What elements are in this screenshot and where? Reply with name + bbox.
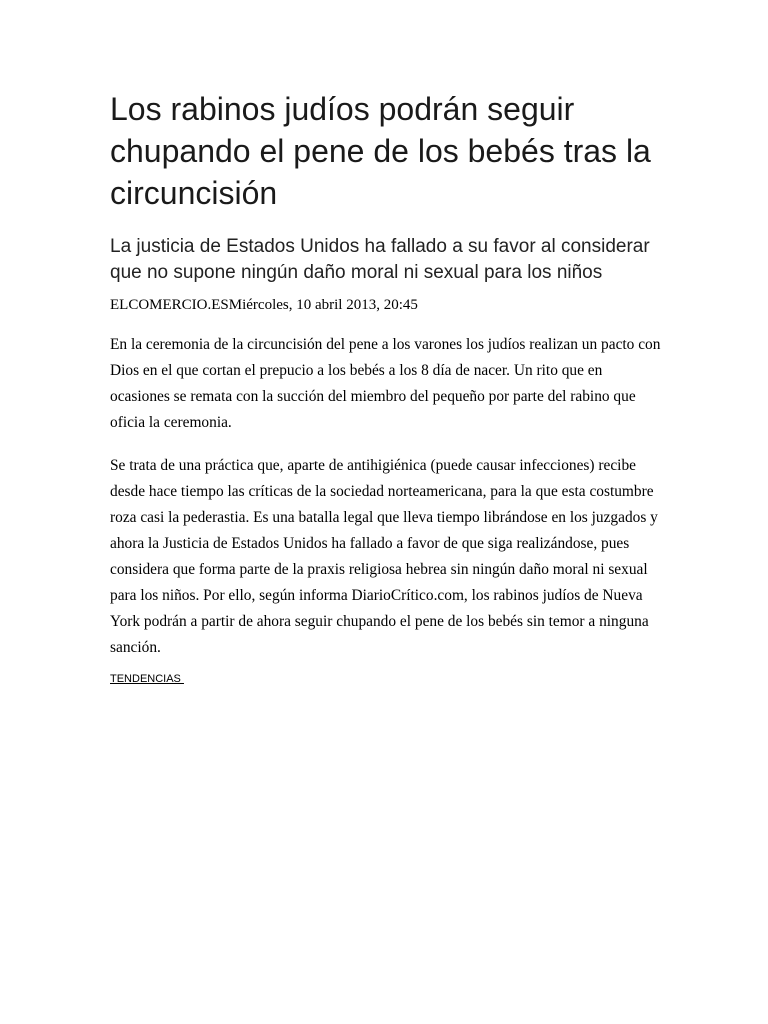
article [110,88,662,687]
article-byline: ELCOMERCIO.ESMiércoles, 10 abril 2013, 20:45 [110,297,418,313]
article-subtitle: La justicia de Estados Unidos ha fallado a su favor al considerar que no supone ningún daño moral ni sexual para los niños [110,236,650,283]
article-headline: Los rabinos judíos podrán seguir chupando el pene de los bebés tras la circuncisión [110,91,651,211]
article-paragraph-2: Se trata de una práctica que, aparte de antihigiénica (puede causar infecciones) recibe desde hace tiempo las críticas de la sociedad norteamericana, para la que esta costumbre roza casi la pederastia. Es una batalla legal que lleva tiempo librándose en los juzgados y ahora la Justicia de Estados Unidos ha fallado a favor de que siga realizándose, pues considera que forma parte de la praxis religiosa hebrea sin ningún daño moral ni sexual para los niños. Por ello, según informa DiarioCrítico.com, los rabinos judíos de Nueva York podrán a partir de ahora seguir chupando el pene de los bebés sin temor a ninguna sanción. [110,457,658,656]
article-paragraph-1: En la ceremonia de la circuncisión del pene a los varones los judíos realizan un pacto con Dios en el que cortan el prepucio a los bebés a los 8 día de nacer. Un rito que en ocasiones se remata con la succión del miembro del pequeño por parte del rabino que oficia la ceremonia. [110,336,661,431]
tag-link-tendencias[interactable]: TENDENCIAS [110,673,184,685]
